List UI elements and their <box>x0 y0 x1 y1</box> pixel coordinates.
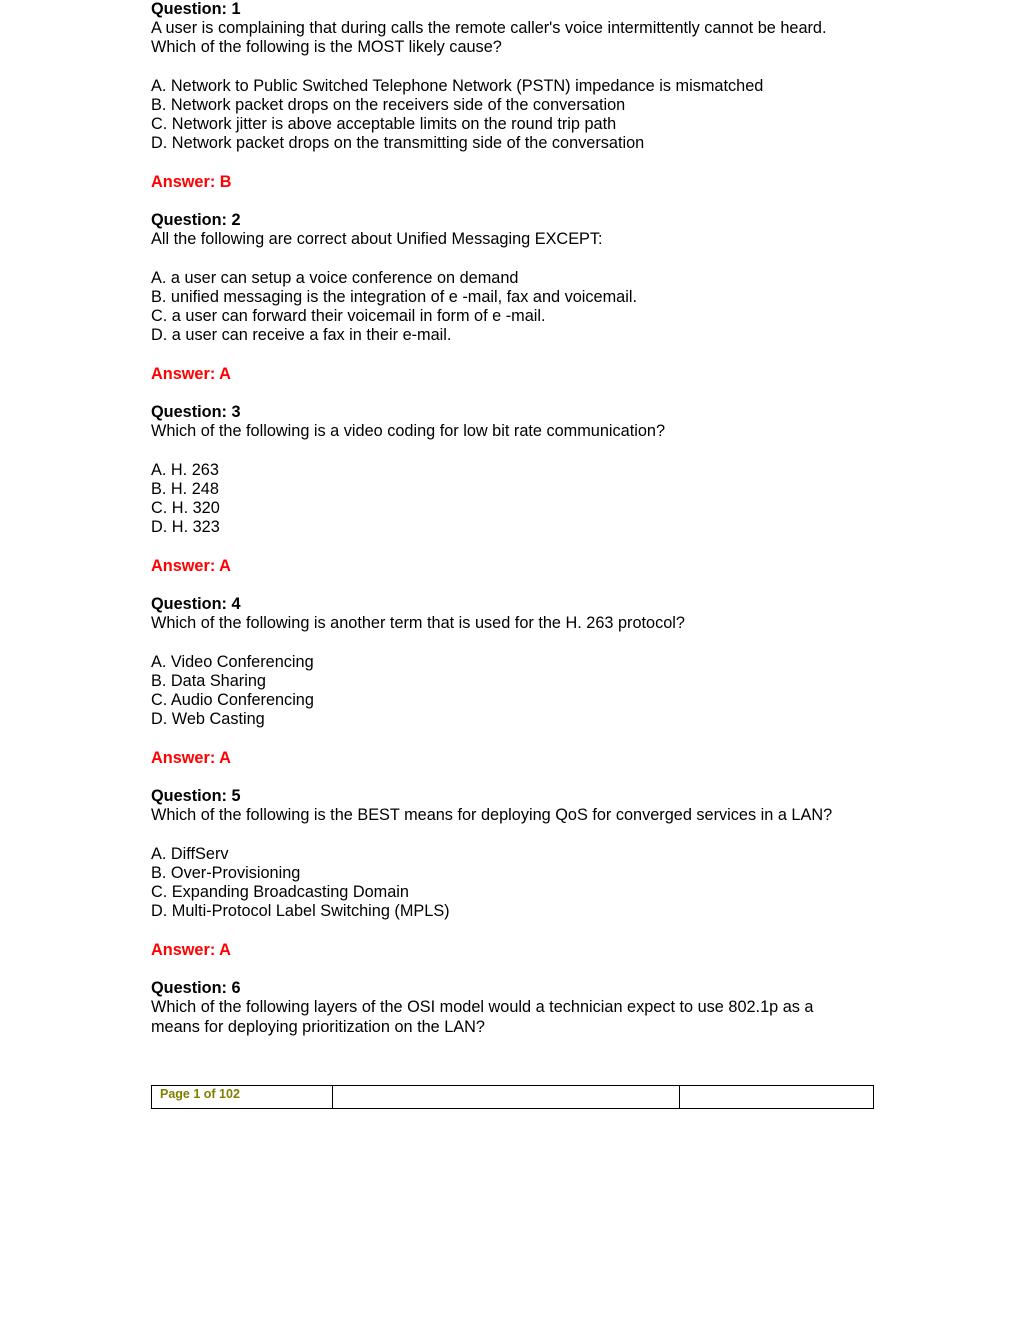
question-stem-line: Which of the following is the BEST means for deploying QoS for converged services in a LAN? <box>151 806 833 825</box>
options-list <box>151 461 881 538</box>
option-a: A. Video Conferencing <box>151 652 314 671</box>
question-stem-line: A user is complaining that during calls the remote caller's voice intermittently cannot be heard. <box>151 19 827 38</box>
option-d: D. Web Casting <box>151 710 265 729</box>
question-block-1 <box>151 0 881 192</box>
question-stem-line: Which of the following is another term that is used for the H. 263 protocol? <box>151 614 685 633</box>
question-stem-line: Which of the following layers of the OSI model would a technician expect to use 802.1p as a <box>151 998 814 1017</box>
question-heading: Question: 6 <box>151 979 241 998</box>
question-stem-line: All the following are correct about Unified Messaging EXCEPT: <box>151 230 603 249</box>
option-d: D. a user can receive a fax in their e-mail. <box>151 326 452 345</box>
answer-label: Answer: A <box>151 748 231 767</box>
footer-cell-empty <box>333 1086 680 1108</box>
option-c: C. Expanding Broadcasting Domain <box>151 883 409 902</box>
answer-label: Answer: A <box>151 364 231 383</box>
option-a: A. a user can setup a voice conference on demand <box>151 268 519 287</box>
option-a: A. H. 263 <box>151 460 219 479</box>
page-number: Page 1 of 102 <box>152 1086 333 1108</box>
options-list <box>151 269 881 346</box>
question-stem-line: Which of the following is a video coding for low bit rate communication? <box>151 422 666 441</box>
option-b: B. Over-Provisioning <box>151 863 301 882</box>
option-a: A. DiffServ <box>151 844 229 863</box>
question-heading: Question: 5 <box>151 787 241 806</box>
document-page <box>151 0 881 1056</box>
option-c: C. a user can forward their voicemail in form of e -mail. <box>151 307 546 326</box>
answer-label: Answer: A <box>151 556 231 575</box>
option-b: B. H. 248 <box>151 479 219 498</box>
question-block-6 <box>151 979 881 1037</box>
options-list <box>151 653 881 730</box>
option-c: C. Network jitter is above acceptable limits on the round trip path <box>151 115 617 134</box>
option-b: B. Data Sharing <box>151 671 266 690</box>
question-heading: Question: 4 <box>151 595 241 614</box>
option-c: C. Audio Conferencing <box>151 691 314 710</box>
footer-cell-empty <box>680 1086 873 1108</box>
question-heading: Question: 1 <box>151 0 241 18</box>
question-block-5 <box>151 787 881 960</box>
question-block-2 <box>151 211 881 384</box>
option-d: D. H. 323 <box>151 518 220 537</box>
answer-label: Answer: A <box>151 940 231 959</box>
option-b: B. Network packet drops on the receivers side of the conversation <box>151 96 626 114</box>
answer-label: Answer: B <box>151 172 232 191</box>
page-footer-table <box>151 1085 874 1109</box>
question-stem-line: means for deploying prioritization on the LAN? <box>151 1017 485 1036</box>
question-heading: Question: 2 <box>151 211 241 230</box>
option-c: C. H. 320 <box>151 499 220 518</box>
question-block-4 <box>151 595 881 768</box>
question-stem-line: Which of the following is the MOST likely cause? <box>151 38 502 57</box>
options-list <box>151 845 881 922</box>
question-block-3 <box>151 403 881 576</box>
option-a: A. Network to Public Switched Telephone Network (PSTN) impedance is mismatched <box>151 76 764 95</box>
question-heading: Question: 3 <box>151 403 241 422</box>
option-b: B. unified messaging is the integration of e -mail, fax and voicemail. <box>151 287 637 306</box>
option-d: D. Multi-Protocol Label Switching (MPLS) <box>151 902 450 921</box>
option-d: D. Network packet drops on the transmitting side of the conversation <box>151 134 645 153</box>
options-list <box>151 77 881 154</box>
